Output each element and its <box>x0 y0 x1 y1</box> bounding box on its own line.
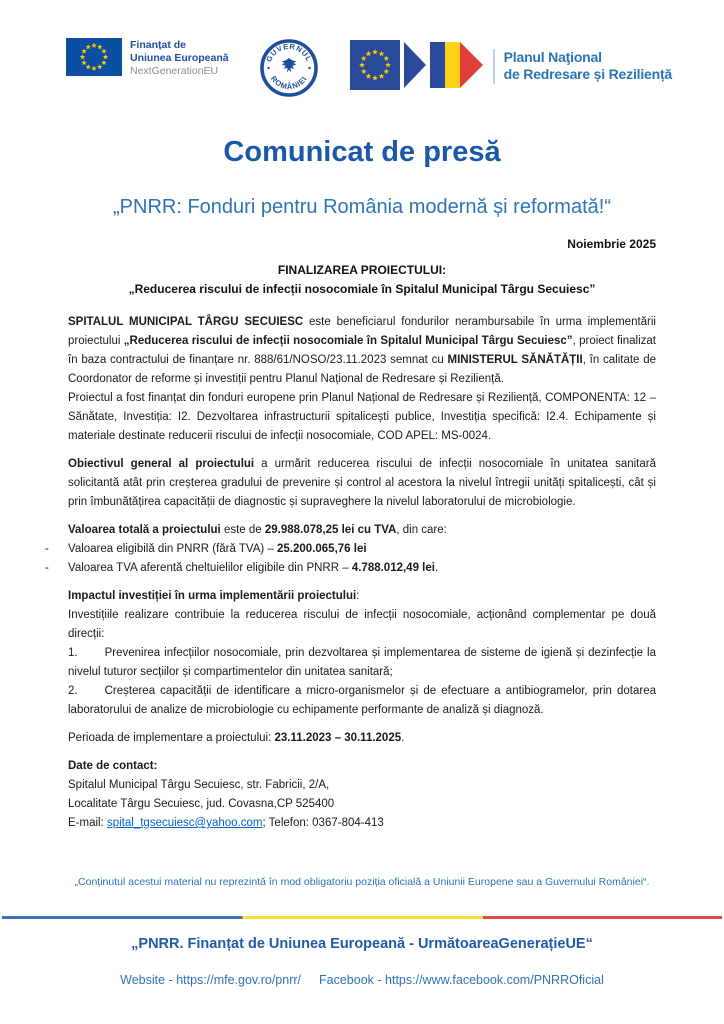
paragraph <box>68 389 656 446</box>
dash-bullet: - <box>45 543 49 555</box>
disclaimer-text: „Conținutul acestui material nu reprezintă în mod obligatoriu poziția oficială a Uniunii Europene sau a Guvernului României“. <box>74 876 650 888</box>
footer-website-text: Website - https://mfe.gov.ro/pnrr/ <box>120 973 302 987</box>
paragraph <box>68 455 656 512</box>
body-text <box>45 313 657 833</box>
romanian-government-seal-icon <box>259 38 319 98</box>
pnrr-logo-line1: Planul Naţional <box>503 48 602 65</box>
text-segment: „Reducerea riscului de infecții nosocomiale în Spitalul Municipal Târgu Secuiesc” <box>123 335 573 347</box>
tricolor-divider <box>2 916 722 919</box>
text-segment: Perioada de implementare a proiectului: <box>68 732 275 744</box>
eu-logo-line2: Uniunea Europeană <box>130 52 229 64</box>
dash-item-text <box>68 559 656 578</box>
text-segment: SPITALUL MUNICIPAL TÂRGU SECUIESC <box>68 316 304 328</box>
footer-links <box>0 973 724 987</box>
footer-slogan: „PNRR. Finanțat de Uniunea Europeană - UrmătoareaGenerațieUE“ <box>131 936 593 952</box>
text-segment: Localitate Târgu Secuiesc, jud. Covasna,CP 525400 <box>68 798 335 810</box>
email-link[interactable]: spital_tgsecuiesc@yahoo.com <box>106 817 263 829</box>
project-heading <box>40 261 684 299</box>
dash-list-item <box>45 559 656 578</box>
seal-text-bottom: ROMÂNIEI <box>269 74 310 92</box>
paragraph-gap <box>68 578 656 587</box>
list-number: 1. <box>68 647 78 659</box>
text-segment: a urmărit reducerea riscului de infecții nosocomiale în unitatea sanitară solicitantă atât prin creșterea gradului de prevenire și control al acestora la nivelul întregii unități spitalicești, cât și prin îmbunătățirea capacității de diagnostic și supraveghere la nivelul laboratorului de microbiologie. <box>68 458 656 508</box>
paragraph <box>68 795 656 814</box>
list-number: 2. <box>68 685 78 697</box>
text-segment: Creșterea capacității de identificare a micro-organismelor și de efectuare a antibiogramelor, prin dotarea laboratorului de analize de microbiologie cu echipamente performante de analiză și diagnoză. <box>68 685 656 716</box>
svg-text:ROMÂNIEI <box>269 74 309 91</box>
text-segment: Impactul investiției în urma implementării proiectului <box>68 590 357 602</box>
text-segment: Date de contact: <box>68 760 158 772</box>
footer-facebook-text: Facebook - https://www.facebook.com/PNRROficial <box>319 973 604 987</box>
text-segment: . <box>401 732 405 744</box>
project-heading-line1: FINALIZAREA PROIECTULUI: <box>277 263 447 277</box>
date-line: Noiembrie 2025 <box>567 237 656 251</box>
paragraph <box>68 587 656 606</box>
page-subtitle: „PNRR: Fonduri pentru România modernă și reformată!“ <box>113 196 611 218</box>
eu-funded-logo <box>66 38 229 78</box>
text-segment: Proiectul a fost finanțat din fonduri europene prin Planul Național de Redresare și Reziliență, COMPONENTA: 12 – Sănătate, Investiția: I2. Dezvoltarea infrastructurii spitalicești publice, Investiția specifică: I2.4. Echipamente și materiale destinate reducerii riscului de infecții nosocomiale, COD APEL: MS-0024. <box>68 392 656 442</box>
text-segment: Investițiile realizare contribuie la reducerea riscului de infecții nosocomiale, acționând complementar pe două direcții: <box>68 609 656 640</box>
text-segment: Prevenirea infecțiilor nosocomiale, prin dezvoltarea și implementarea de sisteme de igienă și dezinfecție la nivelul tuturor secțiilor și compartimentelor din unitatea sanitară; <box>68 647 656 678</box>
text-segment: : <box>356 590 360 602</box>
pnrr-logo-line2: de Redresare și Reziliență <box>503 66 672 82</box>
eu-logo-line1: Finanțat de <box>130 39 187 51</box>
paragraph <box>68 729 656 748</box>
eagle-emblem <box>282 58 297 73</box>
pnrr-flags-icon <box>350 38 486 94</box>
eu-logo-line3: NextGenerationEU <box>130 65 219 77</box>
paragraph-gap <box>68 446 656 455</box>
text-segment: 25.200.065,76 lei <box>277 543 367 555</box>
text-segment: Valoarea TVA aferentă cheltuielilor eligibile din PNRR – <box>68 562 352 574</box>
paragraph <box>68 521 656 540</box>
pnrr-logo <box>350 38 672 94</box>
text-segment: , din care: <box>396 524 447 536</box>
text-segment: 29.988.078,25 lei cu TVA <box>264 524 397 536</box>
text-segment: MINISTERUL SĂNĂTĂȚII <box>447 354 583 366</box>
text-segment: Valoarea eligibilă din PNRR (fără TVA) – <box>68 543 278 555</box>
text-segment: E-mail: <box>68 817 107 829</box>
seal-text-top: GUVERNUL <box>264 41 314 64</box>
numbered-list-item <box>68 644 656 682</box>
paragraph-gap <box>68 720 656 729</box>
paragraph <box>68 606 656 644</box>
text-segment: , în calitate de Coordonator de reforme și investiții pentru Planul Național de Redresare și Reziliență. <box>68 354 657 385</box>
text-segment: este de <box>220 524 265 536</box>
paragraph <box>68 814 656 833</box>
page-title: Comunicat de presă <box>223 136 501 168</box>
numbered-list-item <box>68 682 656 720</box>
paragraph <box>68 757 656 776</box>
text-segment: . <box>434 562 439 574</box>
text-segment: , proiect finalizat în baza contractului de finanțare nr. 888/61/NOSO/23.11.2023 semnat cu <box>68 335 656 366</box>
text-segment: 23.11.2023 – 30.11.2025 <box>274 732 402 744</box>
paragraph <box>68 776 656 795</box>
text-segment: este beneficiarul fondurilor nerambursabile în urma implementării proiectului <box>68 316 656 347</box>
logo-header <box>66 38 672 108</box>
dash-list-item <box>45 540 656 559</box>
paragraph-gap <box>68 512 656 521</box>
eu-flag-icon <box>66 38 122 76</box>
paragraph <box>68 313 656 389</box>
dash-item-text <box>68 540 656 559</box>
text-segment: ; Telefon: 0367-804-413 <box>262 817 384 829</box>
paragraph-gap <box>68 748 656 757</box>
project-heading-line2: „Reducerea riscului de infecții nosocomiale în Spitalul Municipal Târgu Secuiesc” <box>128 282 596 296</box>
text-segment: Obiectivul general al proiectului <box>68 458 255 470</box>
dash-bullet: - <box>45 562 49 574</box>
text-segment: Valoarea totală a proiectului <box>68 524 221 536</box>
text-segment: Spitalul Municipal Târgu Secuiesc, str. Fabricii, 2/A, <box>68 779 330 791</box>
text-segment: 4.788.012,49 lei <box>351 562 435 574</box>
